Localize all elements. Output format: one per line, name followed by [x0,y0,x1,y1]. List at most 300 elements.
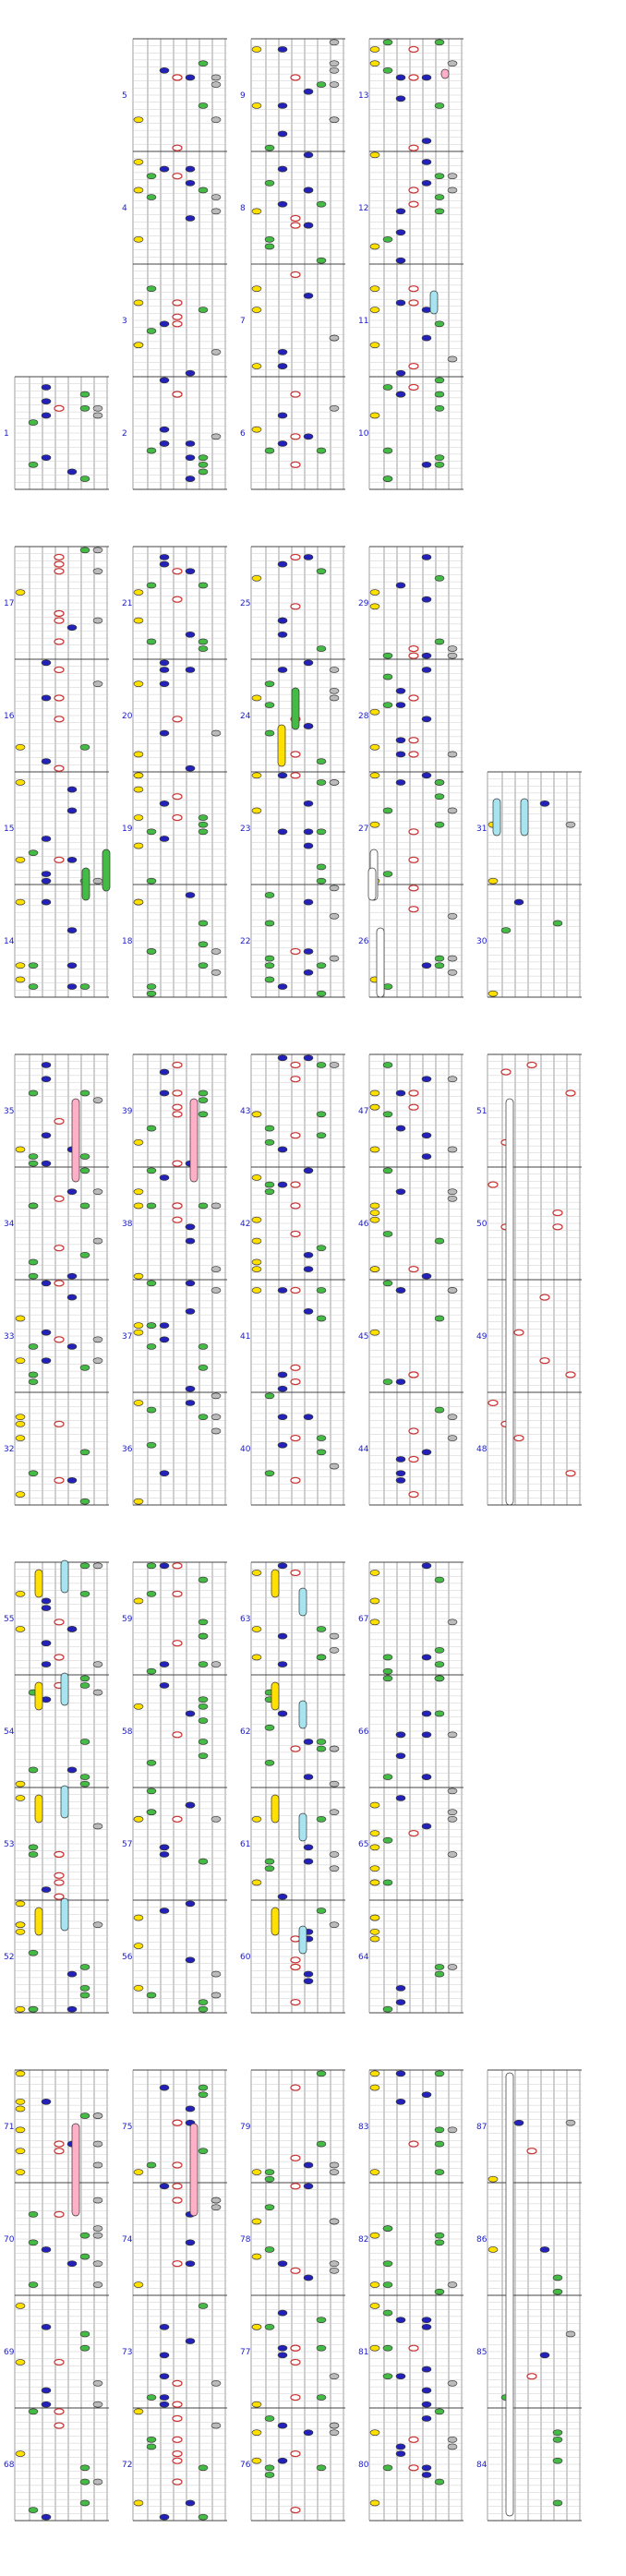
green-note [29,420,38,426]
measure-number: 29 [358,599,369,608]
yellow-note [134,2500,143,2506]
green-note [199,822,208,827]
blue-note [422,1154,431,1160]
measure-number: 34 [4,1220,15,1229]
green-note [199,1577,208,1583]
red-note [173,321,182,327]
red-note [291,223,300,228]
measure-number: 56 [122,1953,133,1962]
blue-note [186,1957,195,1963]
red-note [54,1477,64,1483]
green-note [317,759,326,764]
gray-note [93,1337,102,1342]
blue-note [422,180,431,186]
green-note [265,1866,274,1872]
yellow-note [134,343,143,348]
green-note [317,991,326,996]
blue-note [42,836,51,841]
blue-note [422,2388,431,2393]
yellow-note [252,1267,261,1272]
red-note [173,314,182,319]
measure-number: 25 [240,599,251,608]
blue-note [304,723,313,728]
red-note [291,948,300,954]
yellow-note [252,1570,261,1575]
blue-note [160,836,169,841]
green-note [199,815,208,821]
yellow-note [370,2071,379,2076]
yellow-note [370,1090,379,1096]
green-note [199,1098,208,1103]
green-note [29,2409,38,2414]
green-note [435,1971,444,1977]
blue-note [186,75,195,80]
green-note [383,1379,392,1385]
measure-number: 18 [122,937,133,946]
gray-note [93,1922,102,1928]
green-note [317,1062,326,1067]
green-note [435,575,444,581]
blue-note [67,808,77,813]
hold-note-yellow [35,1570,42,1597]
green-note [199,1662,208,1667]
yellow-note [370,1802,379,1808]
yellow-note [16,1358,25,1364]
red-note [54,1246,64,1251]
blue-note [186,2240,195,2245]
blue-note [186,1281,195,1286]
green-note [199,1859,208,1864]
green-note [147,448,156,453]
measure-number: 4 [122,204,127,213]
red-note [54,1851,64,1857]
yellow-note [134,590,143,596]
blue-note [514,899,524,905]
red-note [291,1287,300,1293]
blue-note [42,1133,51,1138]
red-note [291,2451,300,2457]
yellow-note [252,2458,261,2463]
blue-note [422,963,431,969]
yellow-note [16,977,25,982]
hold-note-white [368,868,376,900]
measure-number: 11 [358,317,369,326]
blue-note [396,1287,405,1293]
green-note [147,2444,156,2450]
yellow-note [370,590,379,596]
gray-note [448,752,457,757]
green-note [383,984,392,990]
red-note [173,1112,182,1117]
blue-note [278,2423,287,2428]
gray-note [330,2261,339,2267]
blue-note [42,1330,51,1335]
red-note [54,1281,64,1286]
yellow-note [16,2006,25,2012]
red-note [54,2149,64,2154]
blue-note [396,2374,405,2379]
gray-note [448,1810,457,1815]
gray-note [330,2268,339,2273]
measure-number: 50 [476,1220,488,1229]
green-note [199,2085,208,2090]
green-note [147,639,156,644]
blue-note [304,1979,313,1984]
blue-note [42,1697,51,1703]
green-note [383,1112,392,1117]
green-note [317,1436,326,1441]
yellow-note [370,1880,379,1885]
yellow-note [370,1915,379,1920]
blue-note [278,166,287,172]
green-note [553,2437,562,2442]
gray-note [448,1196,457,1201]
green-note [80,2113,90,2119]
green-note [199,2514,208,2520]
green-note [199,1112,208,1117]
yellow-note [134,681,143,687]
green-note [265,145,274,150]
gray-note [448,187,457,193]
red-note [291,2085,300,2090]
green-note [435,462,444,467]
measure-number: 68 [4,2461,15,2470]
green-note [80,2331,90,2337]
green-note [383,40,392,45]
blue-note [42,2401,51,2407]
blue-note [422,1711,431,1716]
blue-note [278,1287,287,1293]
yellow-note [252,1217,261,1222]
blue-note [160,166,169,172]
gray-note [448,808,457,813]
gray-note [448,646,457,652]
red-note [291,215,300,221]
red-note [409,300,418,306]
yellow-note [134,899,143,905]
red-note [409,1090,418,1096]
red-note [173,2120,182,2125]
blue-note [160,1069,169,1075]
green-note [29,2282,38,2288]
blue-note [304,1267,313,1272]
yellow-note [370,822,379,827]
green-note [435,378,444,383]
gray-note [93,2226,102,2232]
measure-number: 60 [240,1953,251,1962]
red-note [527,2149,536,2154]
measure-number: 73 [122,2348,133,2357]
gray-note [93,878,102,884]
red-note [54,667,64,672]
green-note [147,2162,156,2168]
green-note [29,984,38,990]
green-note [435,2170,444,2175]
blue-note [396,1753,405,1759]
blue-note [396,1471,405,1476]
gray-note [211,1287,221,1293]
blue-note [160,2085,169,2090]
green-note [265,703,274,708]
green-note [317,2141,326,2147]
yellow-note [134,2170,143,2175]
blue-note [422,1077,431,1082]
gray-note [330,61,339,66]
blue-note [422,2465,431,2471]
red-note [291,1203,300,1209]
green-note [80,1203,90,1209]
gray-note [330,1922,339,1928]
green-note [435,2409,444,2414]
red-note [291,2508,300,2513]
yellow-note [370,2345,379,2351]
gray-note [566,822,575,827]
gray-note [330,779,339,785]
green-note [199,2149,208,2154]
gray-note [211,75,221,80]
green-note [199,469,208,475]
red-note [173,2437,182,2442]
gray-note [330,2374,339,2379]
gray-note [448,1189,457,1195]
gray-note [93,548,102,553]
green-note [383,2465,392,2471]
blue-note [396,752,405,757]
blue-note [186,569,195,574]
blue-note [42,878,51,884]
red-note [409,646,418,652]
red-note [409,187,418,193]
blue-note [278,984,287,990]
blue-note [67,625,77,631]
blue-note [67,2261,77,2267]
green-note [199,1619,208,1625]
hold-note-white [377,928,384,997]
gray-note [93,1690,102,1695]
blue-note [278,632,287,637]
green-note [80,1964,90,1969]
green-note [29,1273,38,1279]
yellow-note [134,1139,143,1145]
green-note [29,1372,38,1378]
red-note [54,1655,64,1660]
measure-number: 40 [240,1445,251,1454]
blue-note [160,660,169,666]
yellow-note [252,46,261,52]
yellow-note [370,1330,379,1335]
green-note [199,2303,208,2308]
blue-note [160,1662,169,1667]
blue-note [186,1400,195,1405]
blue-note [278,1662,287,1667]
red-note [173,2261,182,2267]
yellow-note [134,1330,143,1335]
gray-note [211,2423,221,2428]
measure-number: 7 [240,317,246,326]
blue-note [278,1442,287,1448]
blue-note [304,969,313,975]
hold-note-cyan [61,1898,68,1931]
gray-note [211,1393,221,1399]
blue-note [396,2444,405,2450]
green-note [265,1189,274,1195]
blue-note [42,660,51,666]
green-note [80,1739,90,1744]
green-note [199,1343,208,1349]
hold-note-cyan [430,291,438,314]
measure-number: 15 [4,825,15,834]
measure-number: 41 [240,1332,251,1342]
yellow-note [134,159,143,164]
green-note [317,829,326,835]
blue-note [396,688,405,693]
yellow-note [370,286,379,292]
yellow-note [370,1267,379,1272]
red-note [291,1231,300,1236]
blue-note [160,1682,169,1688]
green-note [80,1090,90,1096]
yellow-note [134,236,143,242]
blue-note [278,618,287,623]
blue-note [42,695,51,701]
blue-note [42,1598,51,1604]
yellow-note [370,244,379,249]
blue-note [304,1739,313,1744]
green-note [29,2211,38,2217]
green-note [147,2437,156,2442]
red-note [173,2401,182,2407]
yellow-note [16,1421,25,1426]
green-note [435,455,444,461]
green-note [435,2127,444,2133]
red-note [173,1062,182,1067]
blue-note [186,440,195,446]
gray-note [448,1147,457,1152]
green-note [147,1591,156,1596]
red-note [173,2479,182,2485]
green-note [199,583,208,588]
green-note [80,1154,90,1160]
green-note [80,1591,90,1596]
measure-number: 65 [358,1840,369,1849]
red-note [409,857,418,862]
blue-note [396,300,405,306]
green-note [435,2233,444,2238]
blue-note [278,667,287,672]
blue-note [278,1182,287,1187]
blue-note [396,258,405,263]
green-note [80,1992,90,1998]
yellow-note [16,1901,25,1907]
blue-note [304,434,313,439]
green-note [435,1316,444,1321]
gray-note [93,405,102,411]
red-note [553,1210,562,1216]
green-note [29,1845,38,1850]
blue-note [422,2366,431,2372]
hold-note-cyan [299,1813,307,1841]
red-note [409,1372,418,1378]
yellow-note [252,575,261,581]
green-note [29,963,38,969]
green-note [317,201,326,207]
red-note [291,1957,300,1963]
hold-note-cyan [61,1673,68,1705]
red-note [291,1077,300,1082]
red-note [540,1294,549,1300]
green-note [80,405,90,411]
green-note [553,2289,562,2294]
green-note [147,1203,156,1209]
green-note [435,1662,444,1667]
yellow-note [16,1492,25,1498]
green-note [265,956,274,961]
yellow-note [16,2303,25,2308]
red-note [173,300,182,306]
green-note [80,1682,90,1688]
green-note [199,1739,208,1744]
green-note [199,921,208,926]
green-note [199,2000,208,2005]
blue-note [42,384,51,390]
measure-number: 24 [240,712,251,721]
green-note [317,878,326,884]
green-note [383,2374,392,2379]
red-note [291,271,300,277]
gray-note [211,349,221,355]
yellow-note [252,1626,261,1631]
green-note [199,2465,208,2471]
green-note [383,1168,392,1174]
yellow-note [134,1203,143,1209]
green-note [199,1718,208,1724]
measure-number: 48 [476,1445,488,1454]
red-note [409,145,418,150]
green-note [265,1725,274,1730]
gray-note [93,2401,102,2407]
yellow-note [16,779,25,785]
yellow-note [252,427,261,432]
gray-note [448,174,457,179]
blue-note [422,307,431,313]
green-note [435,2479,444,2485]
blue-note [186,455,195,461]
blue-note [396,1125,405,1131]
yellow-note [252,1112,261,1117]
green-note [29,1203,38,1209]
red-note [173,1104,182,1110]
red-note [173,2380,182,2386]
yellow-note [370,1210,379,1216]
yellow-note [370,1619,379,1625]
gray-note [330,117,339,123]
green-note [199,942,208,947]
red-note [173,1591,182,1596]
yellow-note [252,695,261,701]
green-note [435,174,444,179]
green-note [199,1203,208,1209]
green-note [80,1985,90,1991]
blue-note [396,75,405,80]
green-note [265,963,274,969]
measure-number: 86 [476,2235,488,2245]
blue-note [278,2345,287,2351]
blue-note [278,2310,287,2316]
blue-note [278,561,287,567]
green-note [80,1676,90,1681]
measure-number: 8 [240,204,246,213]
blue-note [42,759,51,764]
